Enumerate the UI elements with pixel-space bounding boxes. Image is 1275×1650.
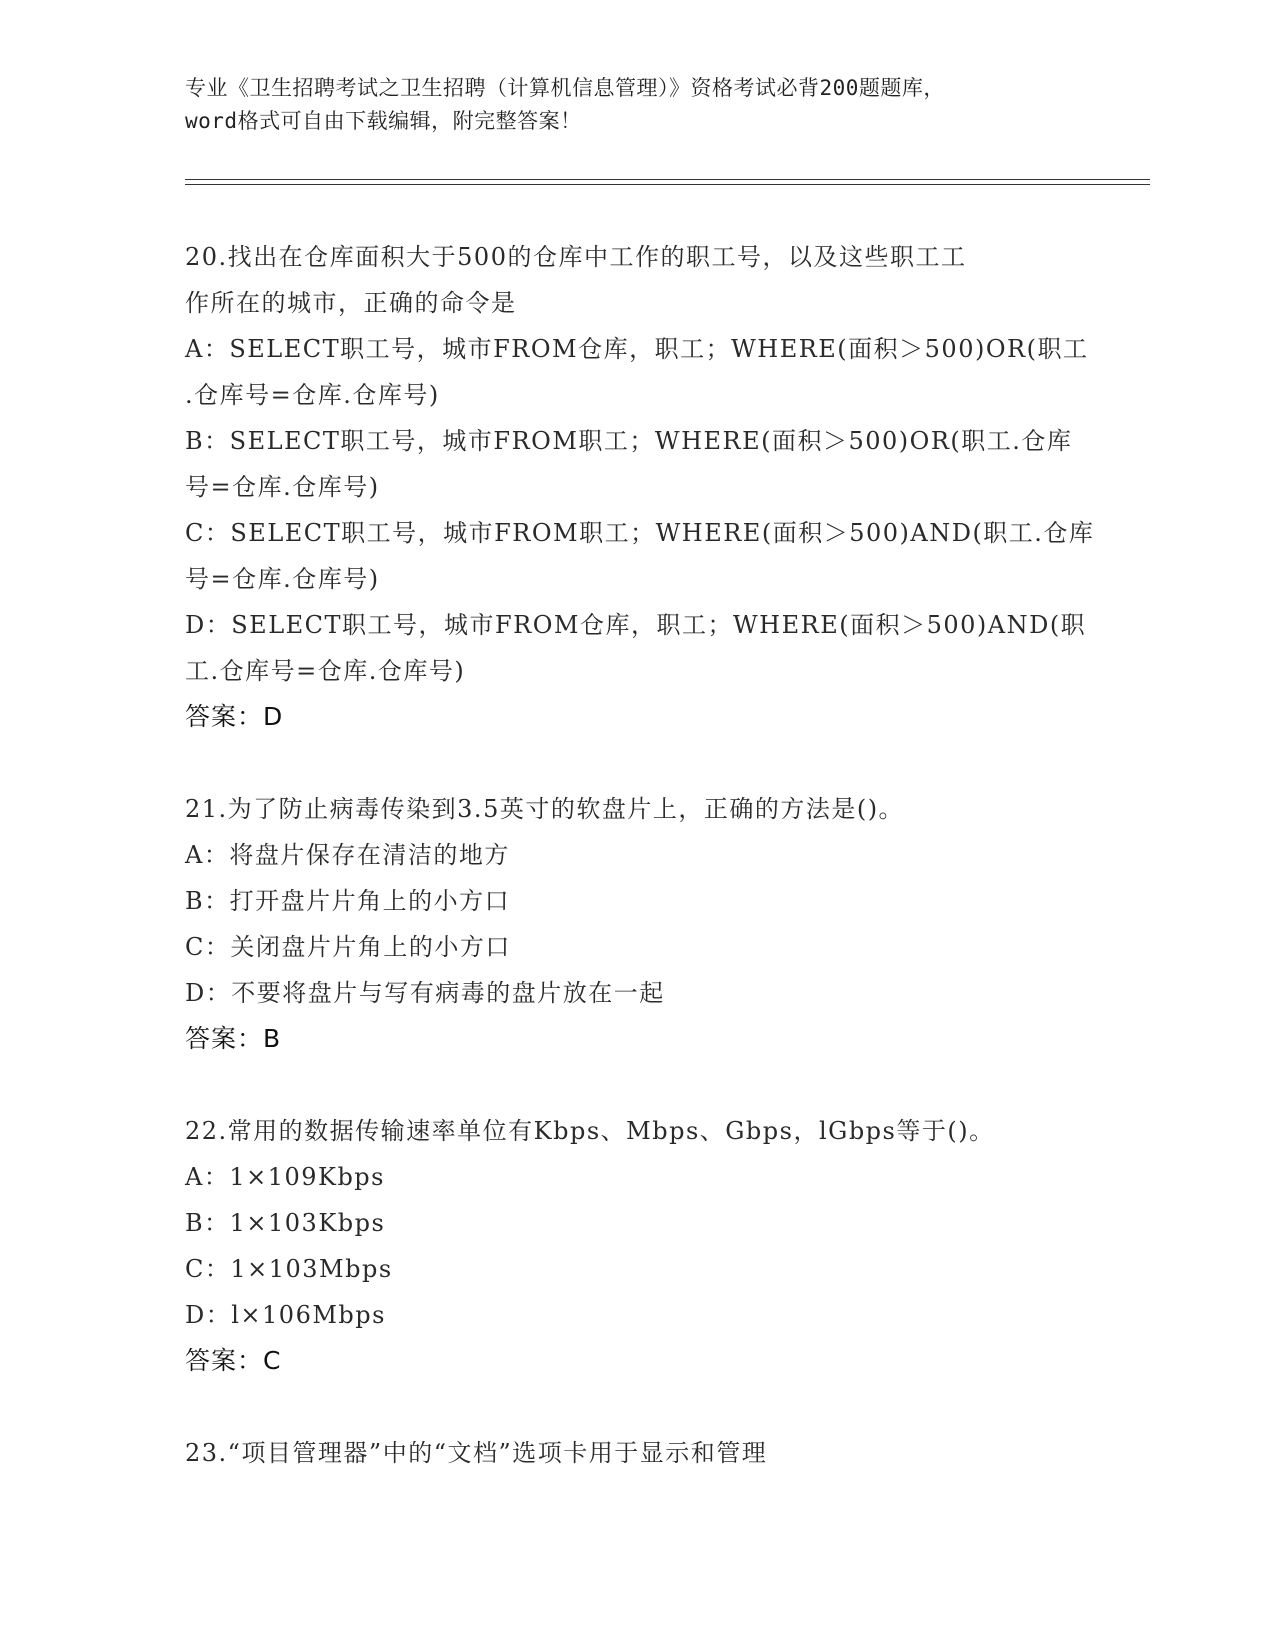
question-line: 作所在的城市，正确的命令是 bbox=[185, 289, 517, 317]
header-line-2: word格式可自由下载编辑，附完整答案！ bbox=[185, 109, 582, 133]
header-divider-top bbox=[185, 179, 1150, 180]
spacer bbox=[185, 1062, 1085, 1108]
question-list bbox=[185, 234, 1095, 1476]
question-20 bbox=[185, 234, 1095, 740]
answer-label: 答案：B bbox=[185, 1024, 282, 1053]
question-21 bbox=[185, 786, 1085, 1062]
document-header bbox=[185, 72, 1085, 138]
option-d-line: 工.仓库号=仓库.仓库号) bbox=[185, 657, 466, 685]
option-b-line: B：SELECT职工号，城市FROM职工；WHERE(面积＞500)OR(职工.仓库 bbox=[185, 427, 1073, 455]
question-line: 22.常用的数据传输速率单位有Kbps、Mbps、Gbps，lGbps等于()。 bbox=[185, 1117, 995, 1145]
question-line: 20.找出在仓库面积大于500的仓库中工作的职工号，以及这些职工工 bbox=[185, 243, 967, 271]
option-a-line: A：将盘片保存在清洁的地方 bbox=[185, 841, 510, 869]
option-b-line: 号=仓库.仓库号) bbox=[185, 473, 380, 501]
option-a-line: A：SELECT职工号，城市FROM仓库，职工；WHERE(面积＞500)OR(职工 bbox=[185, 335, 1089, 363]
answer-label: 答案：D bbox=[185, 702, 284, 731]
option-d-line: D：不要将盘片与写有病毒的盘片放在一起 bbox=[185, 979, 665, 1007]
option-d-line: D：l×106Mbps bbox=[185, 1301, 386, 1329]
question-line: 23.“项目管理器”中的“文档”选项卡用于显示和管理 bbox=[185, 1439, 768, 1467]
option-a-line: A：1×109Kbps bbox=[185, 1163, 385, 1191]
header-line-1: 专业《卫生招聘考试之卫生招聘（计算机信息管理）》资格考试必背200题题库， bbox=[185, 76, 945, 100]
spacer bbox=[185, 1384, 1085, 1430]
answer-label: 答案：C bbox=[185, 1346, 282, 1375]
option-b-line: B：打开盘片片角上的小方口 bbox=[185, 887, 511, 915]
header-divider-bottom bbox=[185, 184, 1150, 185]
question-23 bbox=[185, 1430, 1085, 1476]
option-a-line: .仓库号=仓库.仓库号) bbox=[185, 381, 440, 409]
option-c-line: C：关闭盘片片角上的小方口 bbox=[185, 933, 511, 961]
spacer bbox=[185, 740, 1085, 786]
question-22 bbox=[185, 1108, 1085, 1384]
option-c-line: 号=仓库.仓库号) bbox=[185, 565, 380, 593]
option-b-line: B：1×103Kbps bbox=[185, 1209, 386, 1237]
option-c-line: C：SELECT职工号，城市FROM职工；WHERE(面积＞500)AND(职工.仓库 bbox=[185, 519, 1095, 547]
option-d-line: D：SELECT职工号，城市FROM仓库，职工；WHERE(面积＞500)AND(职 bbox=[185, 611, 1087, 639]
option-c-line: C：1×103Mbps bbox=[185, 1255, 393, 1283]
question-line: 21.为了防止病毒传染到3.5英寸的软盘片上，正确的方法是()。 bbox=[185, 795, 905, 823]
